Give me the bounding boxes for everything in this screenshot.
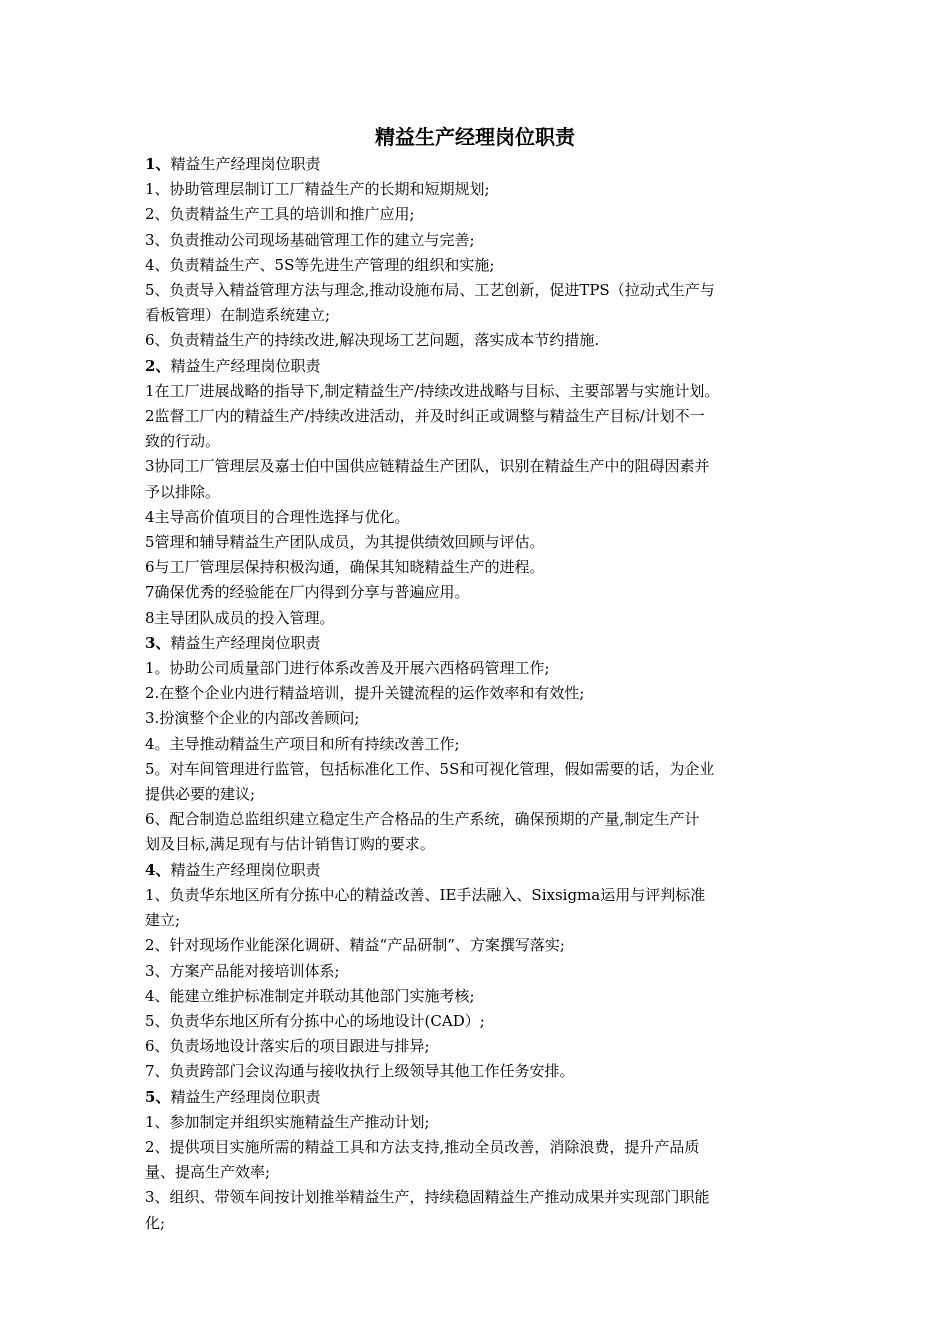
body-line: 1在工厂进展战略的指导下,制定精益生产/持续改进战略与目标、主要部署与实施计划。 xyxy=(145,381,720,400)
body-line: 6、负责场地设计落实后的项目跟进与排异; xyxy=(145,1037,430,1056)
section-number: 2、 xyxy=(145,356,171,375)
section-heading xyxy=(145,152,825,177)
body-line: 3、负责推动公司现场基础管理工作的建立与完善; xyxy=(145,230,475,249)
body-line: 6、配合制造总监组织建立稳定生产合格品的生产系统，确保预期的产量,制定生产计 xyxy=(145,810,700,829)
body-line: 4主导高价值项目的合理性选择与优化。 xyxy=(145,507,410,526)
section-heading-text: 精益生产经理岗位职责 xyxy=(170,1087,321,1106)
body-line: 5管理和辅导精益生产团队成员，为其提供绩效回顾与评估。 xyxy=(145,533,545,552)
body-line: 致的行动。 xyxy=(145,432,221,451)
body-line: 4、负责精益生产、5S等先进生产管理的组织和实施; xyxy=(145,255,495,274)
section-heading-text: 精益生产经理岗位职责 xyxy=(170,356,321,375)
body-line: 6与工厂管理层保持积极沟通，确保其知晓精益生产的进程。 xyxy=(145,558,545,577)
body-line: 化; xyxy=(145,1213,166,1232)
document-body xyxy=(145,152,825,1236)
body-line: 2、负责精益生产工具的培训和推广应用; xyxy=(145,205,415,224)
body-line: 3协同工厂管理层及嘉士伯中国供应链精益生产团队，识别在精益生产中的阻碍因素并 xyxy=(145,457,710,476)
body-line: 建立; xyxy=(145,911,181,930)
body-line: 8主导团队成员的投入管理。 xyxy=(145,608,335,627)
section-number: 3、 xyxy=(145,633,171,652)
body-line: 4。主导推动精益生产项目和所有持续改善工作; xyxy=(145,734,460,753)
section-heading xyxy=(145,354,825,379)
body-line: 1、负责华东地区所有分拣中心的精益改善、IE手法融入、Sixsigma运用与评判标准 xyxy=(145,885,706,904)
body-line: 划及目标,满足现有与估计销售订购的要求。 xyxy=(145,835,435,854)
section-number: 1、 xyxy=(145,155,171,173)
body-line: 5、负责导入精益管理方法与理念,推动设施布局、工艺创新，促进TPS（拉动式生产与 xyxy=(145,281,715,300)
body-line: 看板管理）在制造系统建立; xyxy=(145,306,331,325)
section-heading xyxy=(145,858,825,883)
body-line: 2监督工厂内的精益生产/持续改进活动，并及时纠正或调整与精益生产目标/计划不一 xyxy=(145,407,705,426)
body-line: 6、负责精益生产的持续改进,解决现场工艺问题，落实成本节约措施. xyxy=(145,331,600,350)
body-line: 5、负责华东地区所有分拣中心的场地设计(CAD）; xyxy=(145,1011,485,1030)
body-line: 4、能建立维护标准制定并联动其他部门实施考核; xyxy=(145,986,475,1005)
body-line: 2、针对现场作业能深化调研、精益“产品研制”、方案撰写落实; xyxy=(145,936,565,955)
body-line: 提供必要的建议; xyxy=(145,785,256,804)
body-line: 2.在整个企业内进行精益培训，提升关键流程的运作效率和有效性; xyxy=(145,684,585,703)
section-heading xyxy=(145,631,825,656)
body-line: 量、提高生产效率; xyxy=(145,1163,271,1182)
body-line: 5。对车间管理进行监管，包括标准化工作、5S和可视化管理，假如需要的话，为企业 xyxy=(145,759,715,778)
body-line: 3.扮演整个企业的内部改善顾问; xyxy=(145,709,360,728)
body-line: 7、负责跨部门会议沟通与接收执行上级领导其他工作任务安排。 xyxy=(145,1062,575,1081)
document-title: 精益生产经理岗位职责 xyxy=(375,125,575,149)
body-line: 1、协助管理层制订工厂精益生产的长期和短期规划; xyxy=(145,180,490,199)
body-line: 3、组织、带领车间按计划推举精益生产，持续稳固精益生产推动成果并实现部门职能 xyxy=(145,1188,710,1207)
section-heading xyxy=(145,1085,825,1110)
section-number: 4、 xyxy=(145,860,171,879)
body-line: 予以排除。 xyxy=(145,482,221,501)
body-line: 1、参加制定并组织实施精益生产推动计划; xyxy=(145,1112,430,1131)
section-number: 5、 xyxy=(145,1087,171,1106)
section-heading-text: 精益生产经理岗位职责 xyxy=(170,633,321,652)
section-heading-text: 精益生产经理岗位职责 xyxy=(170,155,321,173)
section-heading-text: 精益生产经理岗位职责 xyxy=(170,860,321,879)
body-line: 2、提供项目实施所需的精益工具和方法支持,推动全员改善，消除浪费，提升产品质 xyxy=(145,1137,700,1156)
body-line: 1。协助公司质量部门进行体系改善及开展六西格码管理工作; xyxy=(145,659,550,678)
body-line: 7确保优秀的经验能在厂内得到分享与普遍应用。 xyxy=(145,583,470,602)
body-line: 3、方案产品能对接培训体系; xyxy=(145,961,340,980)
